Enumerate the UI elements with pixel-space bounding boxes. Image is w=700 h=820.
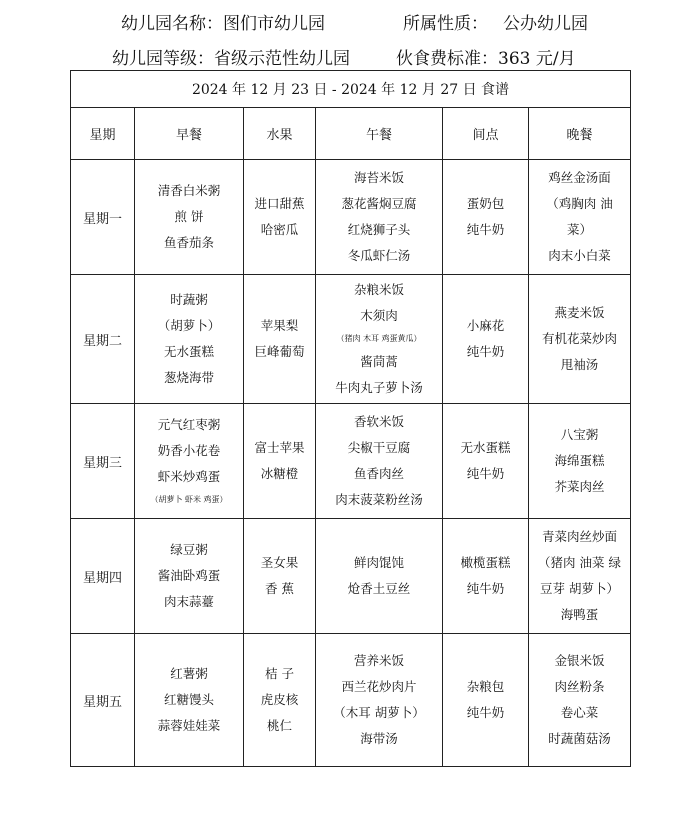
menu-item: 蛋奶包 bbox=[466, 196, 505, 211]
menu-item: 巨峰葡萄 bbox=[254, 344, 305, 359]
day-label: 星期三 bbox=[71, 404, 135, 519]
menu-item: 清香白米粥 bbox=[157, 183, 221, 198]
menu-item: 奶香小花卷 bbox=[157, 443, 221, 458]
meal-fee: 伙食费标准：363 元/月 bbox=[396, 49, 576, 69]
fruit-cell bbox=[244, 519, 316, 634]
menu-item: 冬瓜虾仁汤 bbox=[347, 248, 411, 263]
menu-item: （猪肉 油菜 绿 bbox=[538, 555, 621, 570]
menu-item: 虾米炒鸡蛋 bbox=[157, 469, 221, 484]
dinner-cell bbox=[529, 404, 631, 519]
menu-item: 八宝粥 bbox=[560, 427, 599, 442]
menu-item: 苹果梨 bbox=[260, 318, 299, 333]
menu-item: 有机花菜炒肉 bbox=[542, 331, 618, 346]
fruit-cell bbox=[244, 404, 316, 519]
menu-item: 甩袖汤 bbox=[560, 357, 599, 372]
menu-item: 豆芽 胡萝卜） bbox=[540, 581, 619, 596]
menu-item: （猪肉 木耳 鸡蛋黄瓜） bbox=[336, 334, 422, 343]
lunch-cell bbox=[316, 160, 443, 275]
menu-item: 营养米饭 bbox=[353, 653, 404, 668]
menu-item: 蒜蓉娃娃菜 bbox=[157, 718, 221, 733]
table-row bbox=[71, 519, 631, 634]
menu-item: 炝香土豆丝 bbox=[347, 581, 411, 596]
menu-item: 燕麦米饭 bbox=[554, 305, 605, 320]
weekly-menu-table bbox=[70, 70, 631, 767]
day-label: 星期四 bbox=[71, 519, 135, 634]
nature-value: 公办幼儿园 bbox=[503, 14, 588, 34]
lunch-cell bbox=[316, 275, 443, 404]
breakfast-cell bbox=[135, 634, 244, 767]
menu-item: 卷心菜 bbox=[560, 705, 599, 720]
menu-item: 红烧狮子头 bbox=[347, 222, 411, 237]
menu-item: 酱油卧鸡蛋 bbox=[157, 568, 221, 583]
breakfast-cell bbox=[135, 404, 244, 519]
menu-item: 红薯粥 bbox=[170, 666, 208, 681]
table-row bbox=[71, 275, 631, 404]
menu-item: （胡萝卜 虾米 鸡蛋） bbox=[150, 495, 228, 504]
nature-label: 所属性质： bbox=[403, 14, 488, 34]
menu-item: 桔 子 bbox=[265, 666, 294, 681]
menu-item: 西兰花炒肉片 bbox=[341, 679, 417, 694]
breakfast-cell bbox=[135, 275, 244, 404]
day-label: 星期五 bbox=[71, 634, 135, 767]
menu-item: 葱烧海带 bbox=[163, 370, 214, 385]
menu-item: 鱼香茄条 bbox=[163, 235, 214, 250]
column-header-row bbox=[71, 108, 631, 160]
menu-item: 鲜肉馄饨 bbox=[353, 555, 404, 570]
table-row bbox=[71, 634, 631, 767]
day-label: 星期二 bbox=[71, 275, 135, 404]
menu-item: 牛肉丸子萝卜汤 bbox=[335, 380, 423, 395]
column-header: 水果 bbox=[244, 108, 316, 160]
menu-item: 元气红枣粥 bbox=[157, 417, 221, 432]
fruit-cell bbox=[244, 275, 316, 404]
menu-item: 时蔬粥 bbox=[170, 292, 208, 307]
snack-cell bbox=[443, 519, 529, 634]
menu-item: （鸡胸肉 油 bbox=[546, 196, 613, 211]
snack-cell bbox=[443, 634, 529, 767]
kindergarten-level: 幼儿园等级：省级示范性幼儿园 bbox=[112, 49, 350, 69]
dinner-cell bbox=[529, 634, 631, 767]
menu-item: 海绵蛋糕 bbox=[554, 453, 605, 468]
menu-item: 桃仁 bbox=[266, 718, 292, 733]
menu-item: 橄榄蛋糕 bbox=[460, 555, 511, 570]
fruit-cell bbox=[244, 160, 316, 275]
day-label: 星期一 bbox=[71, 160, 135, 275]
menu-item: 尖椒干豆腐 bbox=[347, 440, 411, 455]
menu-item: 酱茼蒿 bbox=[360, 354, 398, 369]
menu-item: 纯牛奶 bbox=[466, 344, 505, 359]
table-row bbox=[71, 160, 631, 275]
menu-item: 肉末小白菜 bbox=[548, 248, 611, 263]
menu-item: 香 蕉 bbox=[265, 581, 294, 596]
menu-item: 纯牛奶 bbox=[466, 705, 505, 720]
menu-item: 葱花酱焖豆腐 bbox=[341, 196, 417, 211]
menu-item: 海带汤 bbox=[360, 731, 398, 746]
snack-cell bbox=[443, 275, 529, 404]
menu-date-title: 2024 年 12 月 23 日 - 2024 年 12 月 27 日 食谱 bbox=[71, 71, 631, 108]
menu-item: 芥菜肉丝 bbox=[554, 479, 605, 494]
menu-item: 菜） bbox=[567, 222, 593, 237]
menu-item: 纯牛奶 bbox=[466, 466, 505, 481]
menu-item: 肉末蒜薹 bbox=[163, 594, 214, 609]
dinner-cell bbox=[529, 275, 631, 404]
breakfast-cell bbox=[135, 519, 244, 634]
fruit-cell bbox=[244, 634, 316, 767]
snack-cell bbox=[443, 404, 529, 519]
menu-item: 鱼香肉丝 bbox=[353, 466, 404, 481]
menu-item: 纯牛奶 bbox=[466, 222, 505, 237]
lunch-cell bbox=[316, 404, 443, 519]
lunch-cell bbox=[316, 634, 443, 767]
menu-item: 海苔米饭 bbox=[353, 170, 404, 185]
menu-item: 杂粮米饭 bbox=[353, 282, 404, 297]
menu-item: 虎皮核 bbox=[260, 692, 299, 707]
lunch-cell bbox=[316, 519, 443, 634]
table-row bbox=[71, 404, 631, 519]
menu-item: 富士苹果 bbox=[254, 440, 305, 455]
menu-item: 鸡丝金汤面 bbox=[548, 170, 611, 185]
menu-item: 进口甜蕉 bbox=[254, 196, 305, 211]
column-header: 星期 bbox=[71, 108, 135, 160]
menu-item: 煎 饼 bbox=[174, 209, 204, 224]
menu-item: 青菜肉丝炒面 bbox=[542, 529, 618, 544]
menu-item: 冰糖橙 bbox=[260, 466, 299, 481]
column-header: 午餐 bbox=[316, 108, 443, 160]
snack-cell bbox=[443, 160, 529, 275]
kindergarten-name: 幼儿园名称：图们市幼儿园 bbox=[121, 14, 325, 34]
breakfast-cell bbox=[135, 160, 244, 275]
column-header: 晚餐 bbox=[529, 108, 631, 160]
dinner-cell bbox=[529, 160, 631, 275]
menu-item: （胡萝卜） bbox=[157, 318, 221, 333]
menu-item: 纯牛奶 bbox=[466, 581, 505, 596]
column-header: 早餐 bbox=[135, 108, 244, 160]
menu-item: 哈密瓜 bbox=[260, 222, 299, 237]
menu-item: 无水蛋糕 bbox=[460, 440, 511, 455]
menu-item: 圣女果 bbox=[260, 555, 299, 570]
menu-item: 木须肉 bbox=[360, 308, 398, 323]
menu-item: 肉末菠菜粉丝汤 bbox=[335, 492, 423, 507]
menu-item: 金银米饭 bbox=[554, 653, 605, 668]
menu-item: 杂粮包 bbox=[466, 679, 505, 694]
column-header: 间点 bbox=[443, 108, 529, 160]
menu-item: 无水蛋糕 bbox=[163, 344, 214, 359]
menu-item: 绿豆粥 bbox=[170, 542, 208, 557]
menu-item: 小麻花 bbox=[466, 318, 505, 333]
menu-item: 红糖馒头 bbox=[163, 692, 214, 707]
menu-item: （木耳 胡萝卜） bbox=[333, 705, 425, 720]
menu-item: 香软米饭 bbox=[353, 414, 404, 429]
menu-item: 海鸭蛋 bbox=[560, 607, 599, 622]
menu-item: 时蔬菌菇汤 bbox=[548, 731, 611, 746]
menu-item: 肉丝粉条 bbox=[554, 679, 605, 694]
dinner-cell bbox=[529, 519, 631, 634]
